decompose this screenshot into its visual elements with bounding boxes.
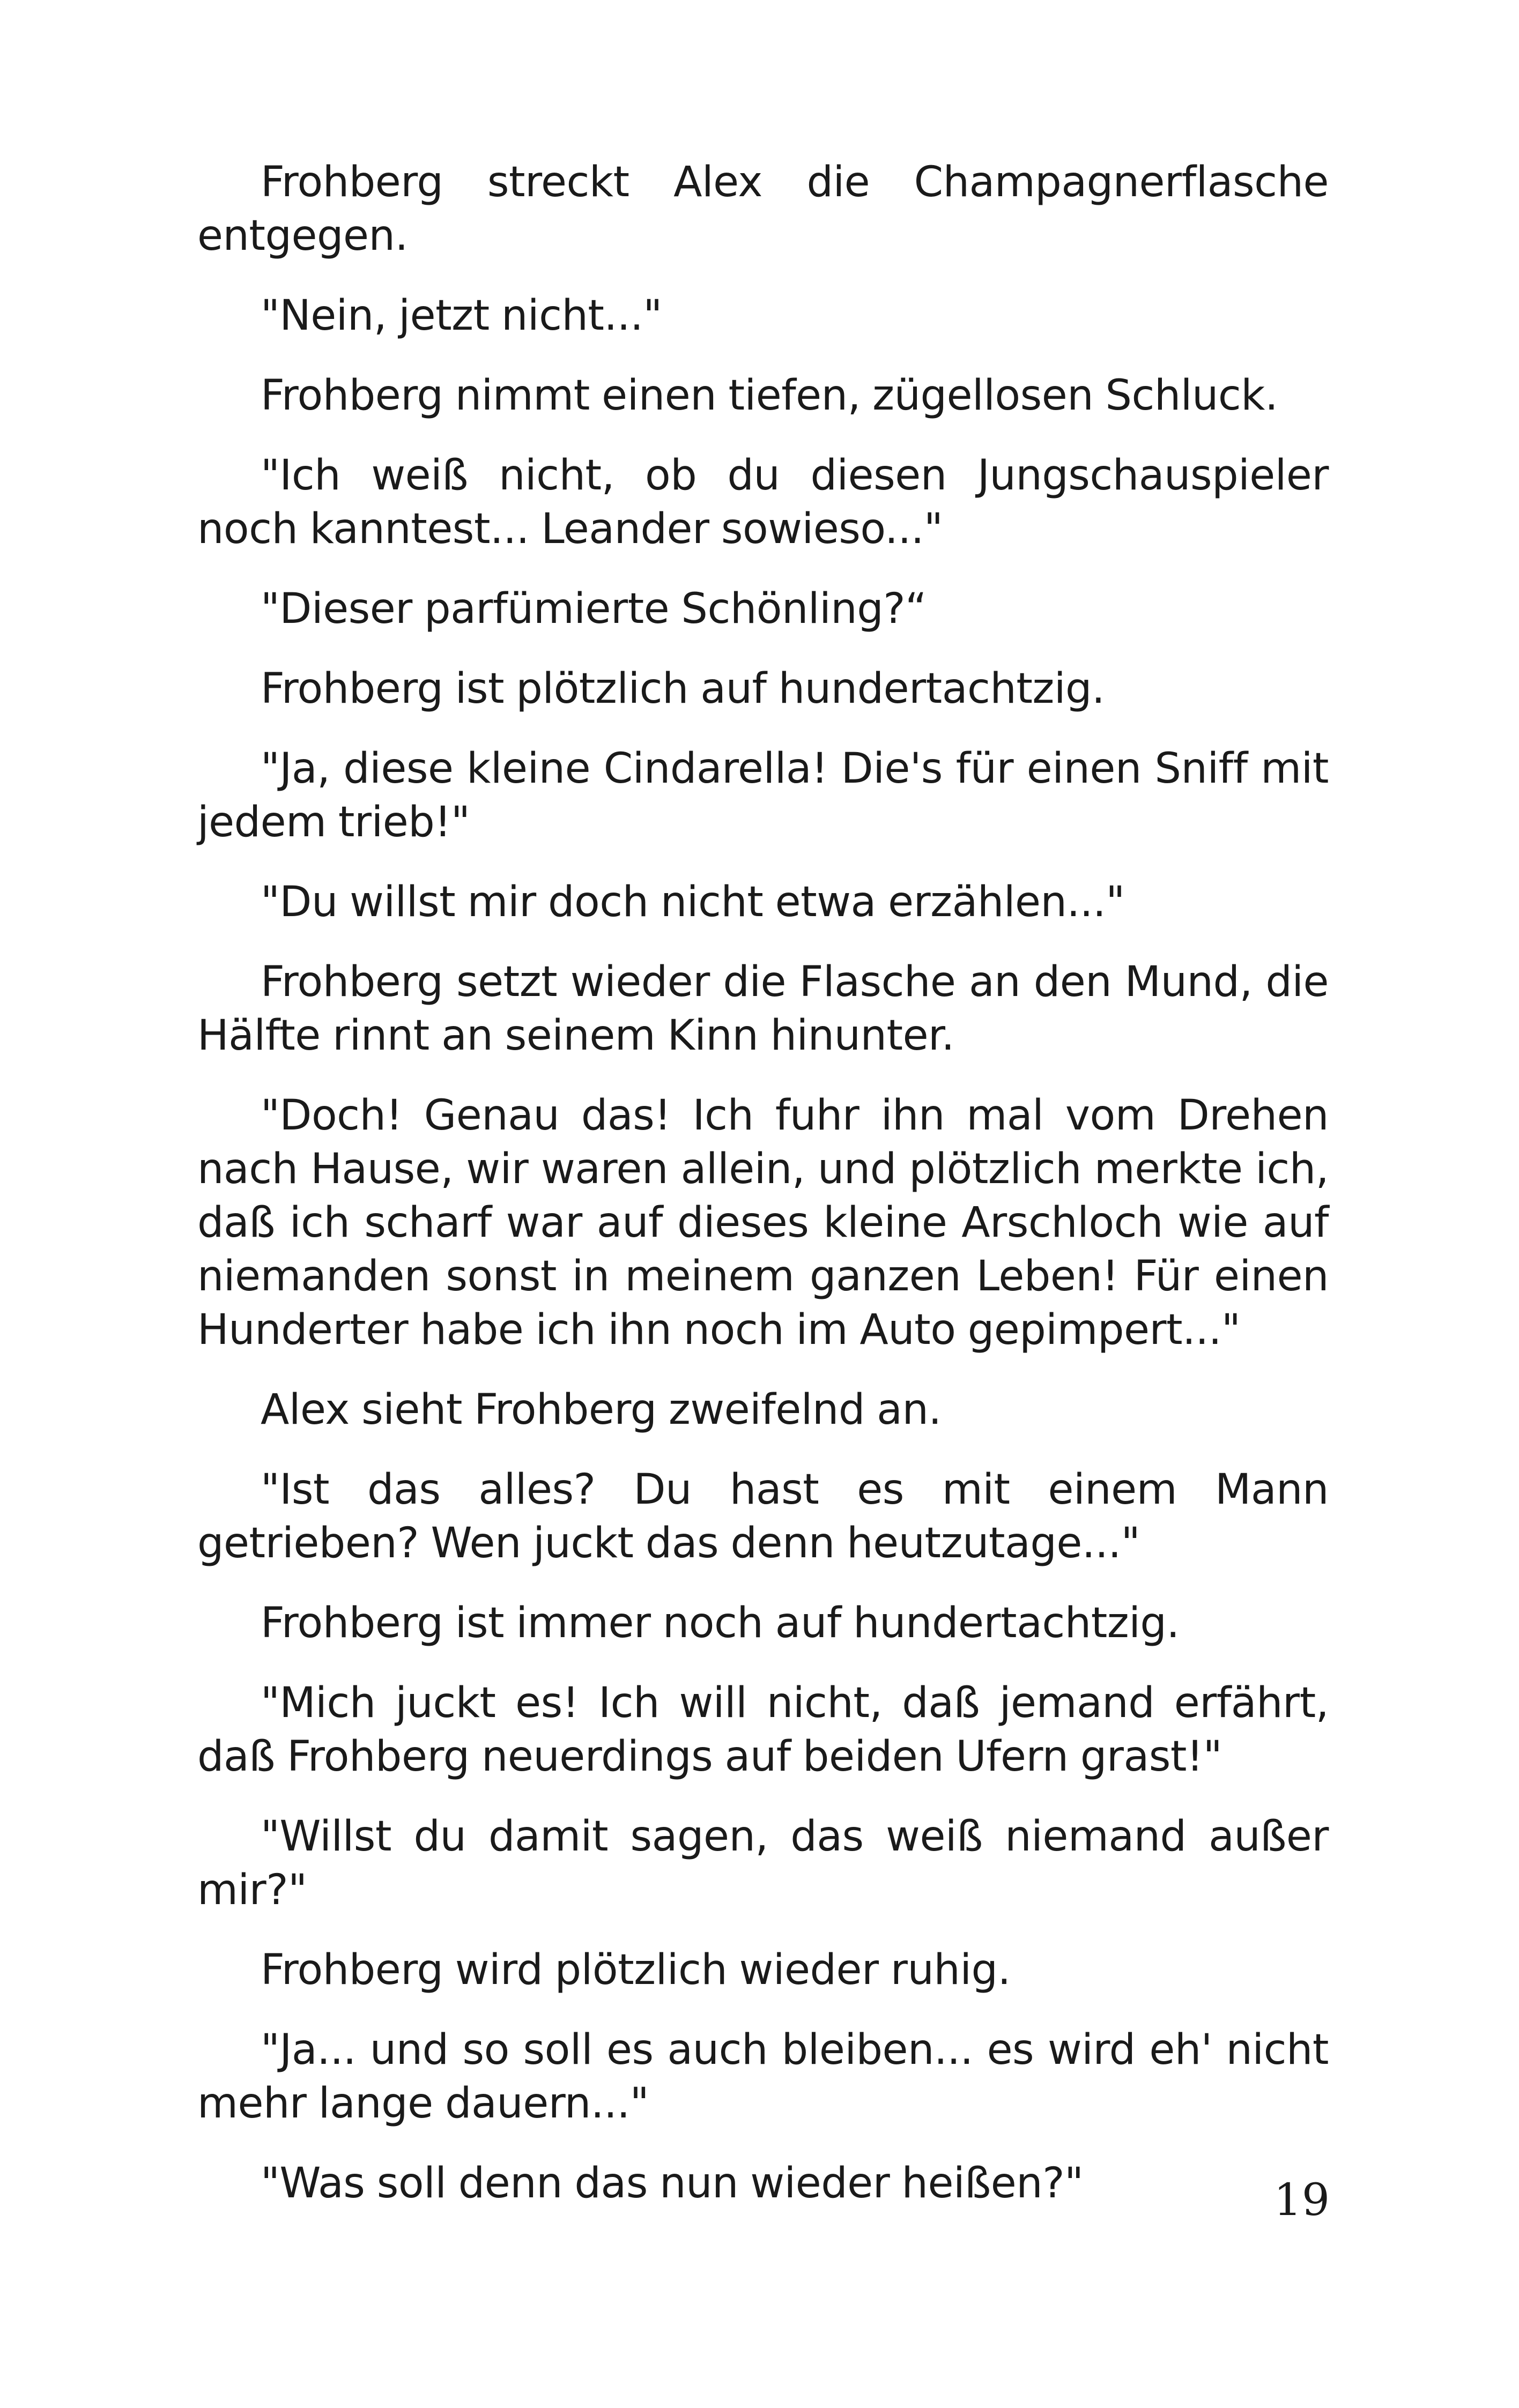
paragraph: "Nein, jetzt nicht..." — [261, 292, 662, 340]
paragraph: Frohberg ist plötzlich auf hundertachtzig. — [261, 665, 1105, 713]
paragraph: "Ich weiß nicht, ob du diesen Jungschauspieler noch kanntest... Leander sowieso..." — [197, 451, 1329, 553]
paragraph: "Was soll denn das nun wieder heißen?" — [261, 2159, 1084, 2208]
paragraph: "Ja, diese kleine Cindarella! Die's für einen Sniff mit jedem trieb!" — [197, 745, 1329, 846]
paragraph: Frohberg ist immer noch auf hundertachtzig. — [261, 1599, 1180, 1647]
body-text — [197, 155, 1329, 2210]
paragraph: "Willst du damit sagen, das weiß niemand außer mir?" — [197, 1812, 1329, 1914]
paragraph: "Ist das alles? Du hast es mit einem Mann getrieben? Wen juckt das denn heutzutage..." — [197, 1466, 1329, 1567]
paragraph: "Ja... und so soll es auch bleiben... es wird eh' nicht mehr lange dauern..." — [197, 2026, 1329, 2128]
paragraph: "Du willst mir doch nicht etwa erzählen..." — [261, 878, 1125, 926]
paragraph: "Doch! Genau das! Ich fuhr ihn mal vom Drehen nach Hause, wir waren allein, und plötzlich merkte ich, daß ich scharf war auf dieses kleine Arschloch wie auf niemanden sonst in meinem ganzen Leben! Für einen Hunderter habe ich ihn noch im Auto gepimpert..." — [197, 1091, 1329, 1354]
paragraph: Alex sieht Frohberg zweifelnd an. — [261, 1386, 942, 1434]
paragraph: Frohberg wird plötzlich wieder ruhig. — [261, 1946, 1011, 1994]
paragraph: Frohberg nimmt einen tiefen, zügellosen Schluck. — [261, 371, 1278, 420]
paragraph: "Mich juckt es! Ich will nicht, daß jemand erfährt, daß Frohberg neuerdings auf beiden Ufern grast!" — [197, 1679, 1329, 1781]
paragraph: Frohberg setzt wieder die Flasche an den Mund, die Hälfte rinnt an seinem Kinn hinunter. — [197, 958, 1329, 1060]
page-number: 19 — [1273, 2175, 1330, 2226]
paragraph: "Dieser parfümierte Schönling?“ — [261, 585, 927, 633]
paragraph: Frohberg streckt Alex die Champagnerflasche entgegen. — [197, 158, 1329, 260]
